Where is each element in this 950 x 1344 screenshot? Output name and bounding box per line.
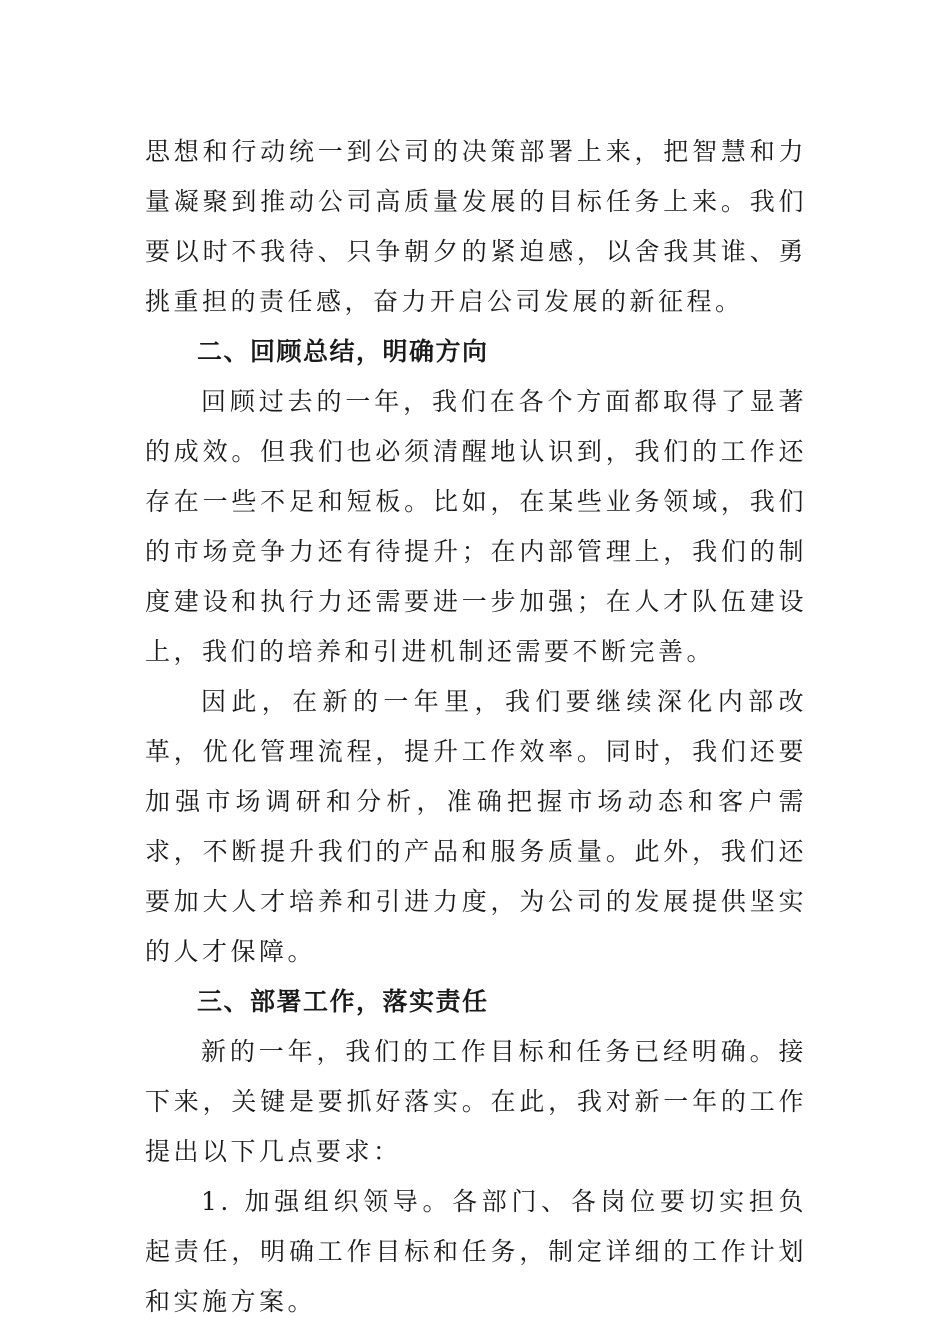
section-heading-deploy: 三、部署工作，落实责任 [197,987,489,1016]
paragraph-continued: 思想和行动统一到公司的决策部署上来，把智慧和力量凝聚到推动公司高质量发展的目标任务上来。我们要以时不我待、只争朝夕的紧迫感，以舍我其谁、勇挑重担的责任感，奋力开启公司发展的新征程。 [145,137,807,316]
paragraph-plan: 因此，在新的一年里，我们要继续深化内部改革，优化管理流程，提升工作效率。同时，我们还要加强市场调研和分析，准确把握市场动态和客户需求，不断提升我们的产品和服务质量。此外，我们还要加大人才培养和引进力度，为公司的发展提供坚实的人才保障。 [145,687,807,966]
paragraph-deploy: 新的一年，我们的工作目标和任务已经明确。接下来，关键是要抓好落实。在此，我对新一年的工作提出以下几点要求： [145,1037,807,1166]
paragraph-review: 回顾过去的一年，我们在各个方面都取得了显著的成效。但我们也必须清醒地认识到，我们的工作还存在一些不足和短板。比如，在某些业务领域，我们的市场竞争力还有待提升；在内部管理上，我们的制度建设和执行力还需要进一步加强；在人才队伍建设上，我们的培养和引进机制还需要不断完善。 [145,387,807,666]
paragraph-item-1: 1. 加强组织领导。各部门、各岗位要切实担负起责任，明确工作目标和任务，制定详细的工作计划和实施方案。 [145,1187,807,1316]
section-heading-review: 二、回顾总结，明确方向 [197,337,489,366]
document-page [145,127,807,1327]
